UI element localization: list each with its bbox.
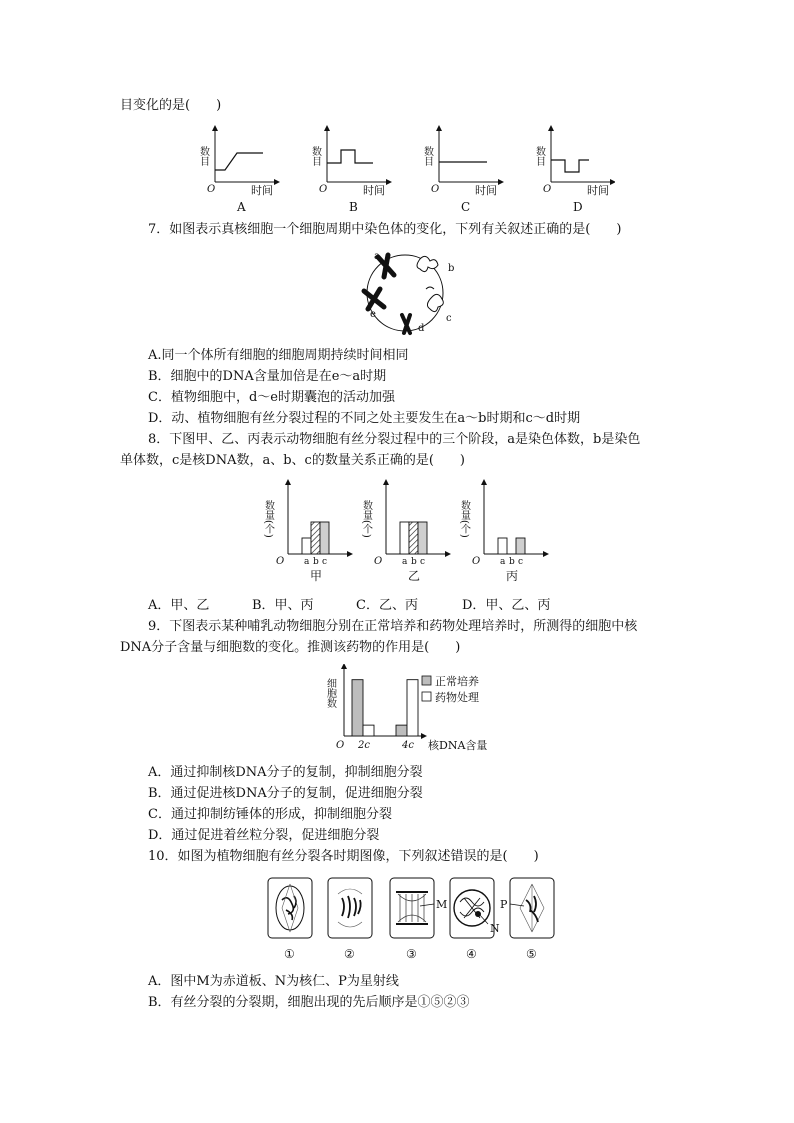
svg-text:e: e xyxy=(370,309,376,320)
q10-stem: 10．如图为植物细胞有丝分裂各时期图像，下列叙述错误的是( ) xyxy=(148,849,539,864)
q7-option-c: C．植物细胞中，d～e时期囊泡的活动加强 xyxy=(148,390,395,405)
q7-option-b: B．细胞中的DNA含量加倍是在e～a时期 xyxy=(148,369,387,384)
svg-text:B: B xyxy=(349,200,358,214)
q6-a-caption: A xyxy=(237,200,246,214)
q8-tick-b: b xyxy=(509,557,515,567)
svg-text:O: O xyxy=(207,184,216,195)
q8-bar-丙-c xyxy=(516,538,525,554)
svg-text:⑤: ⑤ xyxy=(526,947,537,961)
q8-tick-b: b xyxy=(411,557,417,567)
q9-stem-line2: DNA分子含量与细胞数的变化。推测该药物的作用是( ) xyxy=(120,640,461,655)
q6-stem-tail: 目变化的是( ) xyxy=(120,98,222,113)
chromosome-d xyxy=(402,315,410,333)
q8-option-a: A．甲、乙 xyxy=(148,598,210,613)
svg-text:时间: 时间 xyxy=(475,184,497,197)
q8-panel-1 xyxy=(263,482,351,583)
svg-text:④: ④ xyxy=(466,947,477,961)
q9-bar-2c-药物处理 xyxy=(363,725,374,736)
q7-cell-cycle-diagram xyxy=(350,245,460,340)
q8-origin: O xyxy=(472,556,481,567)
q9-option-b: B．通过促进核DNA分子的复制，促进细胞分裂 xyxy=(148,786,423,801)
svg-text:D: D xyxy=(573,200,583,214)
q7-option-d: D．动、植物细胞有丝分裂过程的不同之处主要发生在a～b时期和c～d时期 xyxy=(148,411,581,426)
mitosis-panel-3 xyxy=(390,878,434,961)
q8-panel-caption: 甲 xyxy=(310,569,323,583)
q9-option-d: D．通过促进着丝粒分裂，促进细胞分裂 xyxy=(148,828,380,843)
q6-a-ylabel: 数目 xyxy=(197,146,209,166)
svg-text:C: C xyxy=(461,200,471,214)
q8-ylabel: 数量(个) xyxy=(360,500,372,538)
q10-option-a: A．图中M为赤道板、N为核仁、P为星射线 xyxy=(148,974,399,989)
q8-bar-甲-c xyxy=(320,522,329,554)
svg-text:时间: 时间 xyxy=(363,184,385,197)
q6-graph-c xyxy=(422,128,502,214)
q9-legend-swatch xyxy=(422,676,431,685)
q6-graph-a xyxy=(198,128,278,214)
q9-option-c: C．通过抑制纺锤体的形成，抑制细胞分裂 xyxy=(148,807,392,822)
svg-text:数目: 数目 xyxy=(421,146,433,166)
q8-tick-a: a xyxy=(304,557,310,567)
q8-bar-乙-b xyxy=(409,522,418,554)
svg-text:d: d xyxy=(418,323,425,334)
q9-tick-4c: 4c xyxy=(402,740,414,751)
q8-tick-c: c xyxy=(420,557,426,567)
q6-graph-d xyxy=(534,128,614,214)
q8-bar-乙-a xyxy=(400,522,409,554)
svg-text:数目: 数目 xyxy=(533,146,545,166)
marker-p: P xyxy=(500,898,508,911)
q10-mitosis-panels xyxy=(266,876,566,962)
q9-origin: O xyxy=(336,740,345,751)
svg-text:①: ① xyxy=(284,947,295,961)
q9-legend-swatch xyxy=(422,692,431,701)
q8-origin: O xyxy=(374,556,383,567)
q9-option-a: A．通过抑制核DNA分子的复制，抑制细胞分裂 xyxy=(148,765,423,780)
q8-tick-a: a xyxy=(500,557,506,567)
svg-text:数目: 数目 xyxy=(309,146,321,166)
q8-tick-c: c xyxy=(322,557,328,567)
q8-bar-甲-a xyxy=(302,538,311,554)
q8-tick-b: b xyxy=(313,557,319,567)
q8-bar-乙-c xyxy=(418,522,427,554)
q8-panel-2 xyxy=(361,482,449,583)
q8-panel-3 xyxy=(459,482,547,583)
q8-option-c: C．乙、丙 xyxy=(356,598,418,613)
mitosis-panel-2 xyxy=(328,878,372,961)
q6-graphs xyxy=(195,124,615,214)
mitosis-panel-5 xyxy=(510,878,554,961)
q8-bar-丙-a xyxy=(498,538,507,554)
svg-text:时间: 时间 xyxy=(587,184,609,197)
q8-bar-甲-b xyxy=(311,522,320,554)
svg-text:时间: 时间 xyxy=(251,184,273,197)
svg-text:c: c xyxy=(446,313,452,324)
q9-tick-2c: 2c xyxy=(358,740,370,751)
marker-m: M xyxy=(436,898,448,911)
q8-bar-charts xyxy=(262,478,562,586)
q9-legend-label: 正常培养 xyxy=(435,675,479,688)
q9-bar-4c-药物处理 xyxy=(407,680,418,736)
chromosome-c xyxy=(426,287,443,312)
q9-stem-line1: 9．下图表示某种哺乳动物细胞分别在正常培养和药物处理培养时，所测得的细胞中核 xyxy=(148,619,638,634)
q8-panel-caption: 丙 xyxy=(506,569,519,583)
q8-ylabel: 数量(个) xyxy=(262,500,274,538)
q10-option-b: B．有丝分裂的分裂期，细胞出现的先后顺序是①⑤②③ xyxy=(148,995,470,1010)
svg-text:a: a xyxy=(374,251,380,262)
q8-stem-line2: 单体数，c是核DNA数，a、b、c的数量关系正确的是( ) xyxy=(120,453,465,468)
q6-graph-b xyxy=(310,128,390,214)
q8-tick-c: c xyxy=(518,557,524,567)
q8-option-d: D．甲、乙、丙 xyxy=(462,598,551,613)
q8-tick-a: a xyxy=(402,557,408,567)
q8-stem-line1: 8．下图甲、乙、丙表示动物细胞有丝分裂过程中的三个阶段，a是染色体数，b是染色 xyxy=(148,432,641,447)
q8-panel-caption: 乙 xyxy=(408,569,421,583)
q8-ylabel: 数量(个) xyxy=(458,500,470,538)
q9-ylabel: 细胞数 xyxy=(324,678,336,708)
marker-n: N xyxy=(490,922,500,935)
svg-text:③: ③ xyxy=(406,947,417,961)
svg-text:②: ② xyxy=(344,947,355,961)
svg-text:O: O xyxy=(543,184,552,195)
q9-bar-chart xyxy=(322,664,502,754)
q7-option-a: A.同一个体所有细胞的细胞周期持续时间相同 xyxy=(148,348,409,363)
q9-bar-4c-正常培养 xyxy=(396,725,407,736)
svg-text:O: O xyxy=(431,184,440,195)
q7-stem: 7．如图表示真核细胞一个细胞周期中染色体的变化，下列有关叙述正确的是( ) xyxy=(148,222,622,237)
q9-legend-label: 药物处理 xyxy=(435,691,479,704)
q8-option-b: B．甲、丙 xyxy=(252,598,314,613)
svg-text:b: b xyxy=(448,263,455,274)
mitosis-panel-4 xyxy=(450,878,494,961)
q8-origin: O xyxy=(276,556,285,567)
q9-xlabel: 核DNA含量 xyxy=(428,739,488,752)
q9-bar-2c-正常培养 xyxy=(352,680,363,736)
mitosis-panel-1 xyxy=(268,878,312,961)
svg-text:O: O xyxy=(319,184,328,195)
chromosome-a xyxy=(378,255,394,277)
